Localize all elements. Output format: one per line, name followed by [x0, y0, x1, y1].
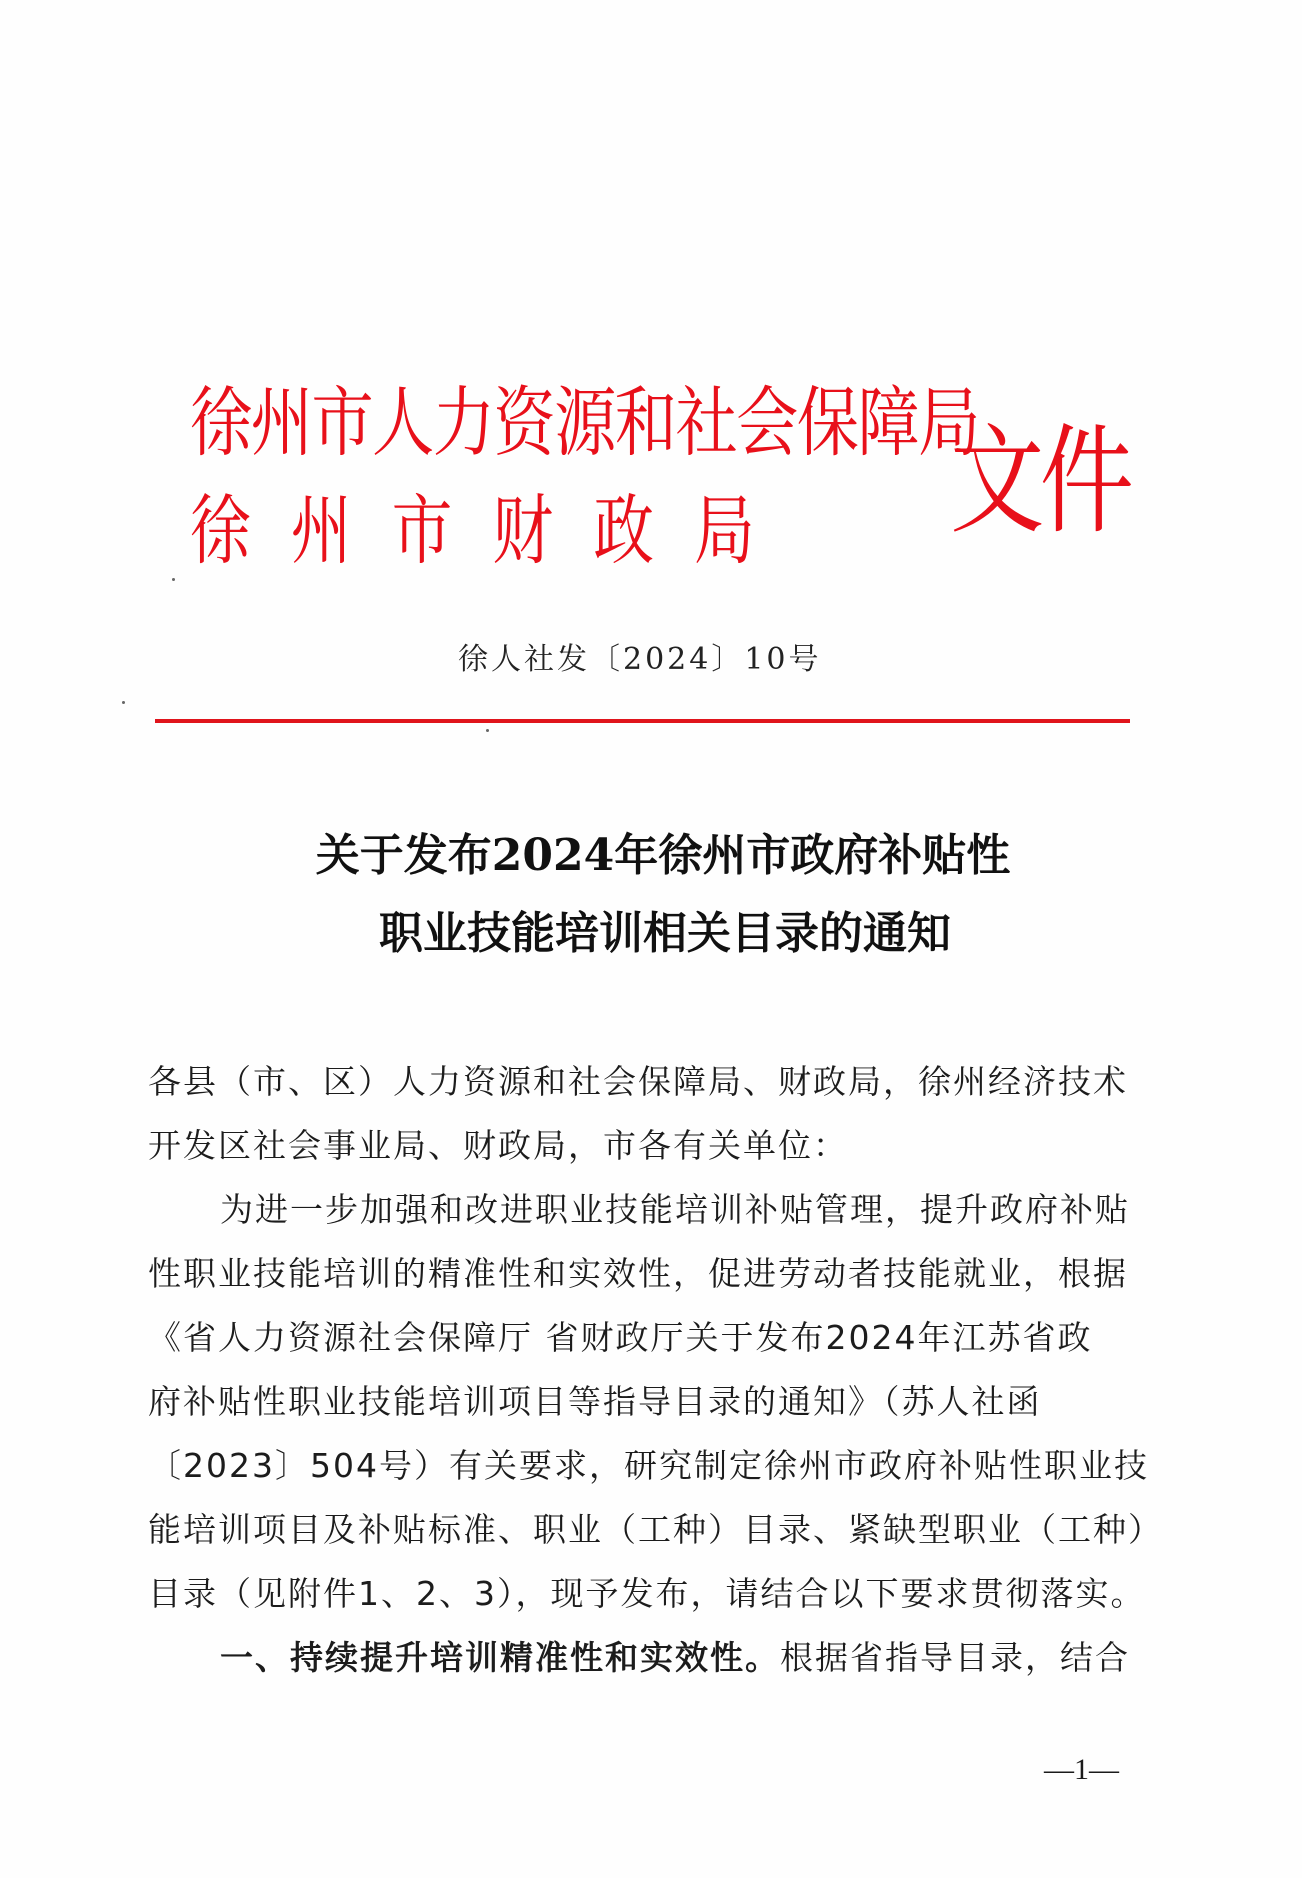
section-1-line — [148, 1626, 1138, 1690]
addressee-line: 开发区社会事业局、财政局，市各有关单位： — [148, 1126, 848, 1165]
scan-speck — [486, 729, 489, 732]
paragraph-line: 性职业技能培训的精准性和实效性，促进劳动者技能就业，根据 — [148, 1254, 1128, 1293]
masthead-issuer-1: 徐州市人力资源和社会保障局 — [190, 378, 979, 467]
scan-speck — [122, 701, 125, 704]
masthead-suffix: 文件 — [950, 412, 1130, 550]
section-1-heading: 一、持续提升培训精准性和实效性。 — [220, 1638, 780, 1677]
scan-speck — [172, 578, 175, 581]
paragraph-line: 目录（见附件1、2、3），现予发布，请结合以下要求贯彻落实。 — [148, 1574, 1146, 1613]
document-body — [148, 1050, 1163, 1690]
paragraph-line: 能培训项目及补贴标准、职业（工种）目录、紧缺型职业（工种） — [148, 1510, 1163, 1549]
document-title-line-2: 职业技能培训相关目录的通知 — [379, 908, 951, 959]
paragraph-line: 为进一步加强和改进职业技能培训补贴管理，提升政府补贴 — [220, 1190, 1130, 1229]
page-number: —1— — [1044, 1753, 1119, 1786]
paragraph-line: 府补贴性职业技能培训项目等指导目录的通知》（苏人社函 — [148, 1382, 1042, 1421]
document-title-line-1: 关于发布2024年徐州市政府补贴性 — [315, 830, 1011, 881]
paragraph-line: 《省人力资源社会保障厅 省财政厅关于发布2024年江苏省政 — [148, 1318, 1093, 1357]
addressee-line: 各县（市、区）人力资源和社会保障局、财政局，徐州经济技术 — [148, 1062, 1128, 1101]
red-separator-line — [155, 719, 1130, 723]
masthead-issuer-2: 徐州市财政局 — [190, 486, 795, 575]
paragraph-line: 〔2023〕504号）有关要求，研究制定徐州市政府补贴性职业技 — [148, 1446, 1149, 1485]
section-1-text: 根据省指导目录，结合 — [780, 1638, 1130, 1677]
masthead — [190, 378, 1130, 598]
document-number: 徐人社发〔2024〕10号 — [458, 642, 822, 677]
